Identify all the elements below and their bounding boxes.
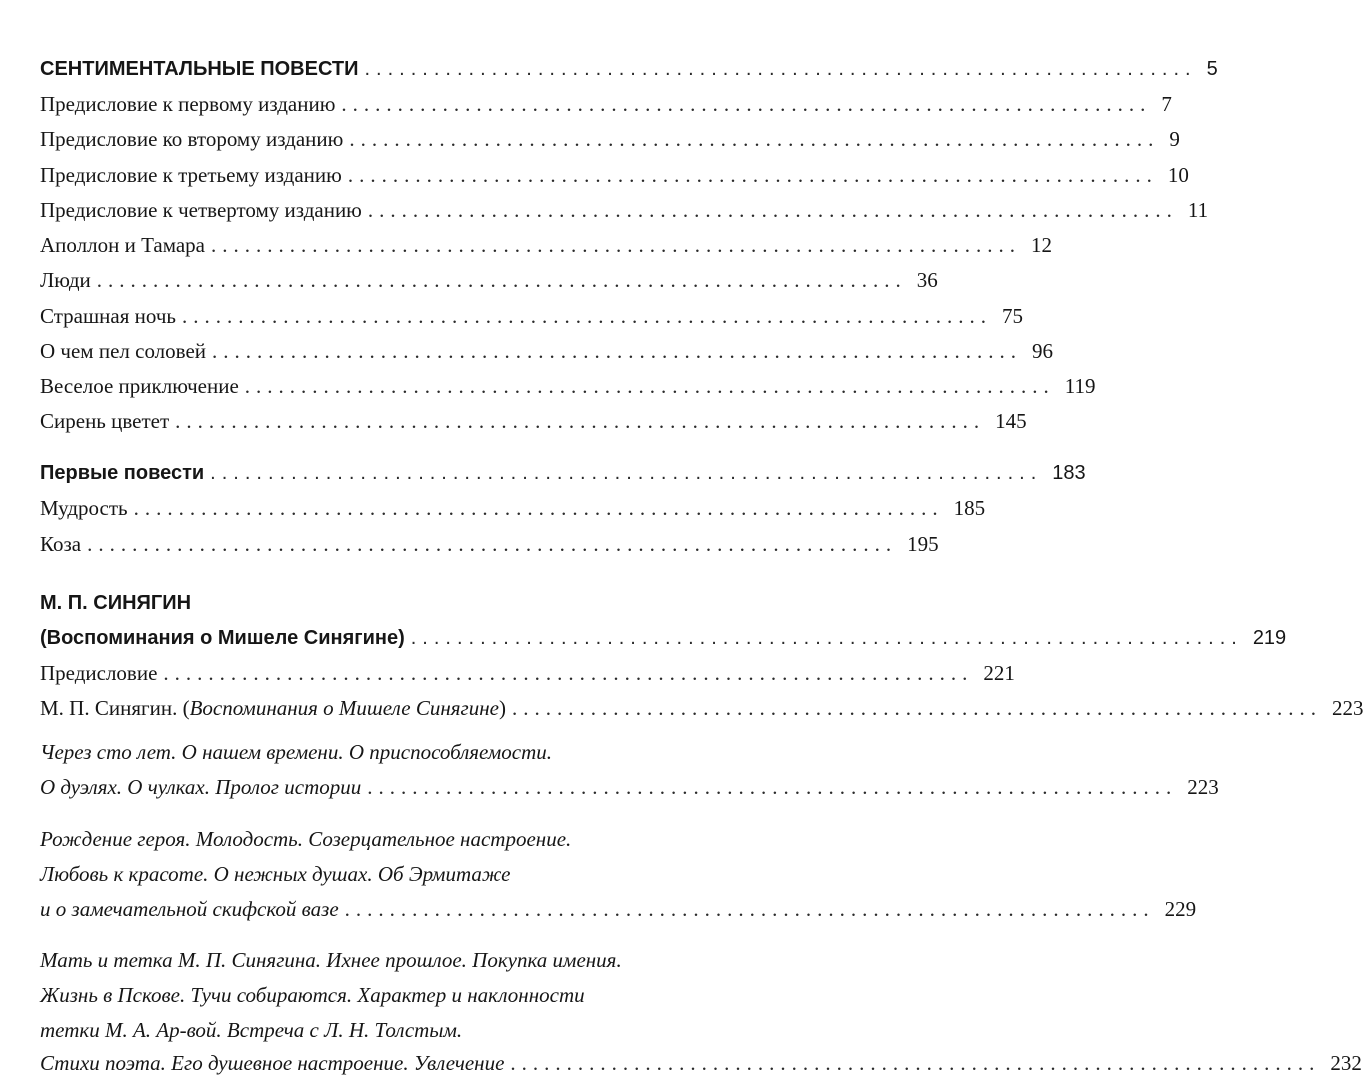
entry-title: Предисловие к четвертому изданию (40, 198, 362, 222)
toc-entry (40, 495, 986, 521)
entry-title: Люди (40, 268, 91, 292)
dot-leader: ........................................................................ (364, 58, 1197, 80)
entry-title: О чем пел соловей (40, 339, 207, 363)
page-number: 75 (1001, 304, 1023, 328)
page-number: 183 (1052, 462, 1086, 484)
toc-section-heading (40, 56, 1218, 82)
toc-entry (40, 126, 1180, 152)
dot-leader: ........................................................................ (341, 92, 1152, 116)
page-number: 7 (1161, 92, 1172, 116)
dot-leader: ........................................................................ (133, 496, 944, 520)
page-number: 223 (1187, 775, 1219, 799)
toc-entry (40, 660, 1015, 686)
page-number: 223 (1331, 696, 1363, 720)
chapter-summary-line: Через сто лет. О нашем времени. О приспособляемости. (40, 740, 552, 764)
dot-leader: ........................................................................ (175, 409, 986, 433)
entry-title: Предисловие к первому изданию (40, 92, 336, 116)
page-number: 195 (907, 532, 939, 556)
dot-leader: ........................................................................ (344, 897, 1155, 921)
page-number: 96 (1032, 339, 1054, 363)
dot-leader: ........................................................................ (163, 661, 974, 685)
entry-title-close: ) (498, 696, 506, 720)
toc-entry (40, 1050, 1362, 1076)
page-number: 5 (1206, 58, 1218, 80)
chapter-summary-line: Рождение героя. Молодость. Созерцательное настроение. (40, 827, 572, 851)
entry-title: Предисловие ко второму изданию (40, 127, 344, 151)
dot-leader: ........................................................................ (410, 627, 1243, 649)
page-number: 11 (1187, 198, 1209, 222)
page-number: 229 (1164, 897, 1197, 921)
toc-entry (40, 162, 1189, 188)
toc-entry (40, 303, 1023, 329)
chapter-summary-line: Любовь к красоте. О нежных душах. Об Эрмитаже (40, 862, 511, 886)
toc-entry (40, 695, 1363, 721)
page-number: 12 (1030, 233, 1052, 257)
toc-entry (40, 338, 1054, 364)
toc-entry (40, 267, 938, 293)
chapter-summary-line: и о замечательной скифской вазе (40, 897, 339, 921)
dot-leader: ........................................................................ (181, 304, 992, 328)
page-number: 232 (1330, 1051, 1362, 1075)
toc-entry (40, 774, 1219, 800)
entry-title: Мудрость (40, 496, 128, 520)
toc-section-heading (40, 590, 750, 616)
page-number: 185 (953, 496, 986, 520)
toc-section-heading (40, 460, 1086, 486)
toc-entry (40, 232, 1052, 258)
entry-title: Страшная ночь (40, 304, 176, 328)
dot-leader: ........................................................................ (244, 374, 1055, 398)
dot-leader: ........................................................................ (210, 233, 1021, 257)
page-number: 36 (916, 268, 938, 292)
dot-leader: ........................................................................ (87, 532, 898, 556)
chapter-summary-line: О дуэлях. О чулках. Пролог истории (40, 775, 362, 799)
dot-leader: ........................................................................ (347, 163, 1158, 187)
chapter-summary-line: тетки М. А. Ар-вой. Встреча с Л. Н. Толстым. (40, 1018, 463, 1042)
dot-leader: ........................................................................ (510, 1051, 1321, 1075)
page-number: 219 (1252, 627, 1287, 649)
entry-title: Предисловие к третьему изданию (40, 163, 342, 187)
page-number: 10 (1167, 163, 1189, 187)
entry-title-italic: Воспоминания о Мишеле Синягине (189, 696, 499, 720)
entry-title: Сирень цветет (40, 409, 170, 433)
dot-leader: ........................................................................ (210, 462, 1043, 484)
toc-entry (40, 896, 1197, 922)
toc-entry (40, 408, 1027, 434)
dot-leader: ........................................................................ (349, 127, 1160, 151)
page-number: 119 (1064, 374, 1096, 398)
dot-leader: ........................................................................ (511, 696, 1322, 720)
page-number: 9 (1169, 127, 1180, 151)
chapter-summary-line: Мать и тетка М. П. Синягина. Ихнее прошлое. Покупка имения. (40, 948, 622, 972)
page-number: 221 (983, 661, 1015, 685)
section-title: М. П. СИНЯГИН (40, 592, 192, 614)
dot-leader: ........................................................................ (96, 268, 907, 292)
toc-entry (40, 197, 1209, 223)
section-title: СЕНТИМЕНТАЛЬНЫЕ ПОВЕСТИ (40, 58, 359, 80)
toc-section-subheading (40, 625, 1287, 651)
entry-title (40, 695, 506, 721)
dot-leader: ........................................................................ (212, 339, 1023, 363)
entry-title: Предисловие (40, 661, 158, 685)
toc-entry (40, 373, 1096, 399)
page-number: 145 (995, 409, 1027, 433)
chapter-summary-line: Жизнь в Пскове. Тучи собираются. Характер и наклонности (40, 983, 585, 1007)
entry-title-plain: М. П. Синягин. ( (40, 696, 190, 720)
chapter-summary-line: Стихи поэта. Его душевное настроение. Увлечение (40, 1051, 505, 1075)
section-subtitle: (Воспоминания о Мишеле Синягине) (40, 627, 405, 649)
dot-leader: ........................................................................ (367, 198, 1178, 222)
entry-title: Коза (40, 532, 82, 556)
dot-leader: ........................................................................ (367, 775, 1178, 799)
toc-entry (40, 91, 1172, 117)
entry-title: Веселое приключение (40, 374, 239, 398)
section-title: Первые повести (40, 462, 205, 484)
toc-entry (40, 531, 939, 557)
entry-title: Аполлон и Тамара (40, 233, 205, 257)
